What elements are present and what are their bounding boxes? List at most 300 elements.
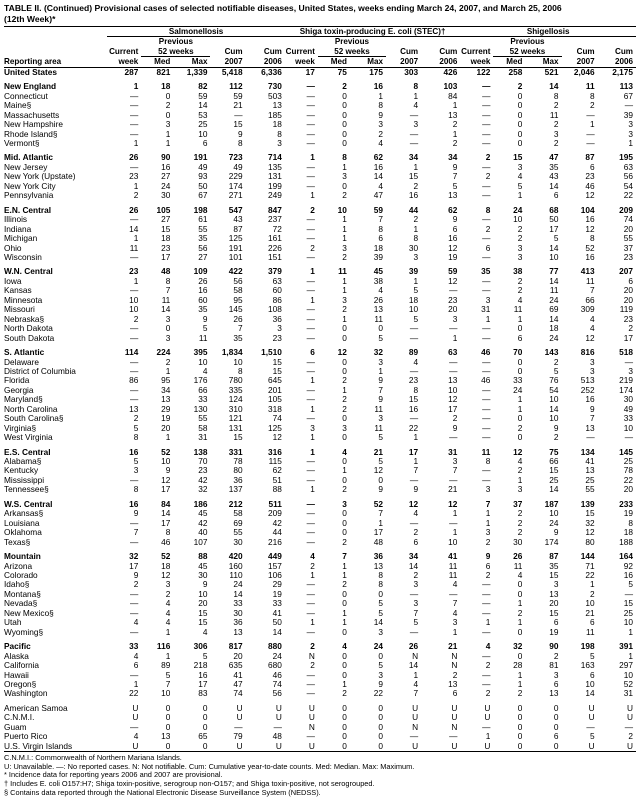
table-cell: 2 (342, 252, 347, 262)
table-cell: 1 (517, 404, 523, 414)
header-med: Med (141, 57, 173, 67)
table-cell: 0 (202, 703, 208, 713)
table-cell: — (306, 395, 315, 405)
row-area-label: W.N. Central (4, 267, 53, 277)
table-cell: — (409, 129, 419, 139)
table-cell: 87 (549, 552, 559, 562)
table-cell: 95 (233, 295, 243, 305)
table-cell: 1 (452, 509, 458, 519)
table-row (4, 552, 636, 561)
table-cell: 1 (517, 395, 523, 405)
table-cell: 79 (233, 732, 243, 742)
table-cell: 2 (342, 82, 347, 92)
header-blank (107, 37, 141, 47)
table-cell: — (409, 732, 419, 742)
table-cell: — (449, 589, 458, 599)
table-cell: 9 (452, 423, 458, 433)
table-cell: 4 (413, 357, 419, 367)
table-row (4, 642, 636, 651)
table-cell: 1 (378, 91, 384, 101)
header-blank (285, 37, 318, 47)
table-cell: U (598, 742, 636, 752)
table-cell: 164 (619, 552, 633, 562)
table-cell: 2 (485, 537, 491, 547)
table-cell: 89 (161, 661, 171, 671)
table-cell: 8 (553, 91, 559, 101)
table-cell: 10 (623, 618, 633, 628)
table-cell: — (306, 385, 315, 395)
header-cum: Cum (263, 47, 282, 57)
table-cell: 174 (619, 385, 633, 395)
row-area-label: Wisconsin (4, 252, 42, 262)
table-cell: 26 (129, 205, 139, 215)
table-cell: 880 (268, 642, 282, 652)
table-cell: 12 (408, 499, 419, 509)
table-cell: 2 (485, 224, 491, 234)
table-cell: 3 (485, 528, 491, 538)
table-cell: — (130, 333, 139, 343)
table-cell: 60 (198, 295, 208, 305)
table-cell: 0 (553, 722, 559, 732)
table-cell: 2 (342, 485, 347, 495)
table-cell: 0 (165, 713, 171, 723)
table-cell: 12 (585, 333, 595, 343)
table-cell: 3 (517, 162, 523, 172)
table-cell: 0 (517, 651, 523, 661)
table-cell: 14 (161, 509, 171, 519)
table-cell: 1 (342, 234, 347, 244)
table-cell: 56 (272, 689, 282, 699)
table-cell: 24 (233, 580, 243, 590)
table-cell: — (449, 324, 458, 334)
table-cell: 161 (268, 234, 282, 244)
table-cell: 18 (272, 120, 282, 130)
table-cell: 2,046 (573, 67, 595, 77)
table-cell: 6 (413, 537, 419, 547)
table-cell: U (412, 713, 419, 723)
table-cell: 0 (378, 732, 384, 742)
table-cell: 5 (378, 608, 384, 618)
row-area-label: Connecticut (4, 91, 48, 101)
table-cell: 3 (310, 423, 315, 433)
table-cell: 0 (517, 101, 523, 111)
table-cell: 8 (590, 234, 595, 244)
table-cell: 8 (165, 528, 171, 538)
table-cell: 1 (165, 129, 171, 139)
table-cell: 0 (342, 120, 347, 130)
table-cell: 176 (193, 376, 208, 386)
table-cell: — (482, 580, 491, 590)
row-area-label: New Mexico§ (4, 608, 54, 618)
table-cell: 9 (378, 680, 384, 689)
table-cell: 55 (623, 234, 633, 244)
table-cell: 12 (448, 499, 458, 509)
table-cell: 114 (124, 348, 139, 358)
header-52-weeks: 52 weeks (318, 47, 386, 57)
table-cell: U (236, 703, 243, 713)
table-cell: 105 (268, 395, 282, 405)
table-cell: 1 (133, 680, 139, 689)
table-cell: 1 (310, 447, 315, 457)
table-body (4, 67, 636, 751)
table-cell: 63 (623, 162, 633, 172)
table-cell: 3 (553, 670, 559, 680)
table-cell: 66 (198, 385, 208, 395)
table-cell: 1 (628, 651, 633, 661)
table-cell: 8 (590, 91, 595, 101)
table-cell: 38 (373, 276, 384, 286)
table-cell: 35 (233, 333, 243, 343)
table-cell: 730 (268, 82, 282, 92)
table-cell: — (409, 475, 419, 485)
table-row (4, 206, 636, 215)
table-row (4, 296, 636, 305)
header-previous: Previous (510, 37, 545, 47)
table-cell: 0 (342, 433, 347, 443)
table-row (4, 732, 636, 741)
table-cell: — (624, 589, 633, 599)
table-cell: 90 (549, 642, 559, 652)
table-row (4, 476, 636, 485)
table-cell: 16 (198, 286, 208, 296)
table-cell: 39 (623, 110, 633, 120)
table-cell: 1 (517, 191, 523, 201)
table-cell: 0 (342, 651, 347, 661)
table-cell: 14 (272, 627, 282, 637)
table-cell: — (482, 608, 491, 618)
table-cell: 75 (337, 67, 347, 77)
table-cell: 175 (369, 67, 384, 77)
table-cell: — (306, 333, 315, 343)
table-cell: 680 (268, 661, 282, 671)
table-cell: 6 (553, 191, 559, 201)
table-cell: 16 (585, 215, 595, 225)
table-cell: 1 (517, 680, 523, 689)
table-cell: 6 (133, 661, 139, 671)
table-cell: 13 (585, 466, 595, 476)
table-cell: U (308, 703, 315, 713)
table-cell: — (130, 627, 139, 637)
table-cell: — (130, 286, 139, 296)
table-cell: 11 (448, 571, 458, 581)
table-cell: 6 (628, 276, 633, 286)
table-cell: 186 (193, 499, 208, 509)
table-cell: 119 (619, 305, 633, 315)
table-cell: 7 (590, 286, 595, 296)
table-cell: 14 (129, 224, 139, 234)
table-cell: 46 (272, 670, 282, 680)
table-cell: 80 (585, 537, 595, 547)
table-cell: 9 (237, 129, 243, 139)
table-cell: — (409, 366, 419, 376)
table-cell: 87 (585, 153, 595, 163)
table-cell: — (306, 172, 315, 182)
table-cell: 0 (165, 722, 171, 732)
table-cell: 16 (129, 499, 139, 509)
table-cell: 13 (272, 101, 282, 111)
table-cell: — (306, 101, 315, 111)
row-area-label: Idaho§ (4, 580, 30, 590)
table-cell: 2 (413, 571, 419, 581)
table-cell: 35 (198, 305, 208, 315)
table-row (4, 433, 636, 442)
table-cell: — (306, 414, 315, 424)
group-header-salmonellosis: Salmonellosis (107, 27, 285, 37)
table-cell: 0 (342, 661, 347, 671)
table-cell: 22 (373, 689, 384, 699)
table-cell: 35 (198, 234, 208, 244)
table-cell: 12 (585, 224, 595, 234)
table-cell: 547 (228, 205, 243, 215)
header-blank (4, 37, 107, 47)
table-cell: — (130, 589, 139, 599)
table-cell: — (306, 324, 315, 334)
row-area-label: Pennsylvania (4, 191, 54, 201)
table-cell: 34 (448, 153, 458, 163)
table-cell: 10 (623, 423, 633, 433)
table-title (4, 3, 636, 24)
table-cell: 219 (619, 376, 633, 386)
table-row (4, 191, 636, 200)
table-cell: 5 (517, 181, 523, 191)
table-cell: 14 (233, 589, 243, 599)
table-cell: N (451, 651, 458, 661)
table-cell: 18 (408, 295, 419, 305)
table-cell: 10 (448, 385, 458, 395)
table-cell: 9 (452, 215, 458, 225)
table-cell: 335 (228, 385, 243, 395)
row-area-label: United States (4, 67, 58, 77)
table-cell: 420 (228, 552, 243, 562)
table-cell: 47 (233, 680, 243, 689)
table-cell: 1 (452, 627, 458, 637)
row-area-label: North Carolina (4, 404, 58, 414)
group-header-stec-label: Shiga toxin-producing E. coli (STEC)† (299, 27, 446, 36)
header-current: Current (285, 47, 315, 57)
header-cum: Cum (400, 47, 419, 57)
table-cell: 55 (198, 224, 208, 234)
table-cell: 50 (198, 181, 208, 191)
table-cell: 1 (310, 618, 315, 628)
table-cell: 3 (413, 580, 419, 590)
table-cell: 26 (513, 552, 523, 562)
table-cell: 422 (228, 267, 243, 277)
table-cell: 0 (378, 651, 384, 661)
table-cell: 23 (198, 466, 208, 476)
table-cell: 31 (481, 305, 491, 315)
table-cell: 6 (553, 618, 559, 628)
table-cell: 69 (549, 305, 559, 315)
table-cell: 50 (549, 215, 559, 225)
table-cell: 11 (481, 447, 491, 457)
table-cell: — (449, 286, 458, 296)
table-cell: 6 (485, 561, 491, 571)
table-cell: 49 (233, 162, 243, 172)
table-cell: 13 (448, 110, 458, 120)
table-cell: 0 (342, 110, 347, 120)
table-cell: 18 (373, 243, 384, 253)
table-cell: — (306, 276, 315, 286)
table-cell: — (482, 722, 491, 732)
table-cell: 4 (590, 314, 595, 324)
table-cell: — (130, 252, 139, 262)
table-cell: 86 (272, 295, 282, 305)
table-cell: 395 (193, 348, 208, 358)
table-cell: 37 (623, 243, 633, 253)
table-cell: 10 (198, 357, 208, 367)
table-cell: 14 (549, 82, 559, 92)
table-cell: 10 (198, 589, 208, 599)
table-cell: 1 (485, 518, 491, 528)
table-cell: N (308, 651, 315, 661)
table-row (4, 405, 636, 414)
table-cell: 36 (272, 314, 282, 324)
table-cell: 1 (628, 627, 633, 637)
table-cell: 8 (237, 138, 243, 148)
table-cell: 1 (133, 234, 139, 244)
header-reporting-area: Reporting area (4, 57, 107, 67)
table-cell: 9 (553, 528, 559, 538)
table-cell: 2 (517, 509, 523, 519)
table-cell: 2 (452, 120, 458, 130)
table-cell: 318 (268, 404, 282, 414)
table-cell: 69 (233, 518, 243, 528)
table-cell: — (306, 366, 315, 376)
table-cell: 7 (452, 172, 458, 182)
table-cell: 0 (350, 742, 386, 752)
table-cell: 39 (408, 267, 419, 277)
table-cell: 13 (585, 423, 595, 433)
table-cell: 59 (233, 91, 243, 101)
table-cell: 53 (198, 110, 208, 120)
table-cell: — (482, 82, 491, 92)
table-cell: 0 (318, 742, 350, 752)
table-cell: 331 (228, 447, 243, 457)
table-cell: — (234, 110, 243, 120)
table-cell: — (306, 215, 315, 225)
table-cell: 8 (485, 457, 491, 467)
table-cell: 3 (378, 670, 384, 680)
table-cell: 0 (342, 713, 347, 723)
table-cell: — (130, 366, 139, 376)
table-cell: 2 (378, 129, 384, 139)
table-cell: U (627, 713, 633, 723)
table-cell: — (482, 324, 491, 334)
table-cell: 11 (374, 314, 384, 324)
table-cell: — (586, 138, 595, 148)
table-row (4, 571, 636, 580)
table-cell: 2 (590, 589, 595, 599)
table-cell: 66 (549, 457, 559, 467)
table-cell: 4 (413, 509, 419, 519)
table-cell: 13 (129, 404, 139, 414)
table-cell: 26 (198, 276, 208, 286)
table-cell: 11 (338, 267, 347, 277)
table-cell: 27 (161, 172, 171, 182)
table-cell: — (482, 215, 491, 225)
table-cell: 2 (310, 205, 315, 215)
table-cell: 714 (268, 153, 282, 163)
table-cell: 2 (517, 518, 523, 528)
table-cell: 316 (268, 447, 282, 457)
table-cell: 3 (413, 599, 419, 609)
table-cell: 7 (378, 385, 384, 395)
table-cell: 9 (485, 552, 491, 562)
table-cell: 35 (481, 267, 491, 277)
table-cell: 59 (448, 267, 458, 277)
header-med: Med (318, 57, 350, 67)
table-cell: — (306, 110, 315, 120)
table-cell: 0 (165, 91, 171, 101)
table-cell: 48 (161, 267, 171, 277)
table-cell: 4 (517, 295, 523, 305)
table-cell: 82 (198, 82, 208, 92)
table-cell: U (484, 713, 491, 723)
table-cell: 74 (623, 215, 633, 225)
header-cum: Cum (615, 47, 633, 57)
header-blank (598, 37, 636, 47)
table-cell: 0 (553, 703, 559, 713)
table-cell: 174 (544, 537, 559, 547)
table-cell: 8 (378, 101, 384, 111)
table-cell: 32 (129, 552, 139, 562)
table-cell: 95 (161, 376, 171, 386)
table-cell: 4 (452, 608, 458, 618)
table-cell: 4 (165, 599, 171, 609)
row-area-label: New England (4, 82, 57, 92)
table-cell: 1 (342, 618, 347, 628)
table-cell: 4 (485, 642, 491, 652)
table-cell: — (130, 722, 139, 732)
table-cell: — (482, 395, 491, 405)
table-row (4, 424, 636, 433)
row-area-label: Montana§ (4, 589, 41, 599)
table-cell: 1 (342, 680, 347, 689)
table-cell: 258 (508, 67, 523, 77)
table-cell: 34 (408, 153, 419, 163)
table-cell: 2 (310, 561, 315, 571)
table-cell: — (482, 110, 491, 120)
table-cell: 0 (378, 713, 384, 723)
table-cell: 0 (378, 324, 384, 334)
row-area-label: New Hampshire (4, 120, 64, 130)
table-cell: 1 (342, 608, 347, 618)
table-cell: 2 (342, 376, 347, 386)
table-cell: 0 (517, 120, 523, 130)
table-row (4, 367, 636, 376)
header-current: Current (461, 47, 491, 57)
table-cell: 2 (517, 466, 523, 476)
table-cell: 1 (165, 627, 171, 637)
table-cell: 1 (628, 138, 633, 148)
table-cell: — (306, 528, 315, 538)
row-area-label: Guam (4, 722, 27, 732)
table-cell: — (409, 589, 419, 599)
row-area-label: Louisiana (4, 518, 40, 528)
table-cell: 3 (378, 414, 384, 424)
table-cell: 0 (517, 324, 523, 334)
table-cell: 0 (517, 129, 523, 139)
table-cell: 9 (133, 509, 139, 519)
table-cell: 5 (133, 457, 139, 467)
table-cell: 2 (517, 286, 523, 296)
table-cell: 157 (268, 561, 282, 571)
table-cell: 3 (342, 423, 347, 433)
table-cell: U (236, 713, 243, 723)
table-cell: 4 (517, 571, 523, 581)
table-cell: 3 (628, 120, 633, 130)
table-cell: 10 (623, 670, 633, 680)
